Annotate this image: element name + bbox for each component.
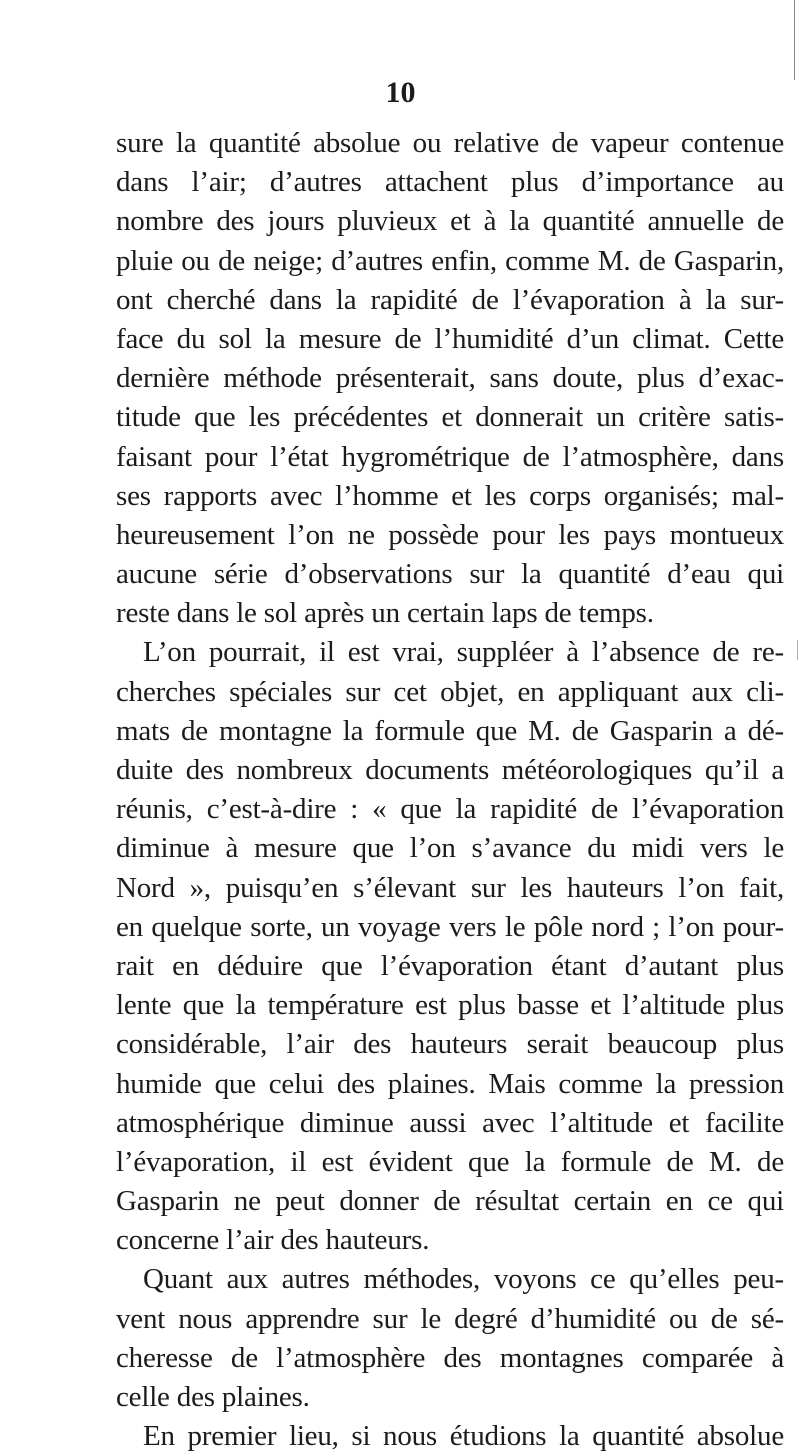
text-line: cherches spéciales sur cet objet, en appliquant aux cli- xyxy=(116,675,784,708)
text-line: ont cherché dans la rapidité de l’évaporation à la sur- xyxy=(116,283,784,316)
scan-edge-mark xyxy=(797,640,801,660)
text-line: celle des plaines. xyxy=(116,1381,310,1413)
text-line: atmosphérique diminue aussi avec l’altitude et facilite xyxy=(116,1106,784,1139)
text-line: ses rapports avec l’homme et les corps organisés; mal- xyxy=(116,479,784,512)
text-line: mats de montagne la formule que M. de Gasparin a dé- xyxy=(116,714,784,747)
text-line: faisant pour l’état hygrométrique de l’atmosphère, dans xyxy=(116,440,784,473)
paragraph-4 xyxy=(116,1417,784,1456)
scan-edge-mark xyxy=(794,0,801,80)
text-line: concerne l’air des hauteurs. xyxy=(116,1224,430,1257)
paragraph-1 xyxy=(116,124,784,633)
text-line: Quant aux autres méthodes, voyons ce qu’elles peu- xyxy=(143,1263,784,1296)
text-line: pluie ou de neige; d’autres enfin, comme M. de Gasparin, xyxy=(116,244,784,277)
text-line: rait en déduire que l’évaporation étant d’autant plus xyxy=(116,949,784,982)
text-line: considérable, l’air des hauteurs serait beaucoup plus xyxy=(116,1028,784,1061)
text-line: Gasparin ne peut donner de résultat certain en ce qui xyxy=(116,1185,784,1218)
text-line: diminue à mesure que l’on s’avance du midi vers le xyxy=(116,832,784,865)
text-line: lente que la température est plus basse et l’altitude plus xyxy=(116,989,784,1022)
text-line: humide que celui des plaines. Mais comme la pression xyxy=(116,1067,784,1100)
text-line: En premier lieu, si nous étudions la quantité absolue xyxy=(143,1420,784,1453)
text-line: nombre des jours pluvieux et à la quantité annuelle de xyxy=(116,205,784,238)
text-line: cheresse de l’atmosphère des montagnes comparée à xyxy=(116,1341,784,1374)
paragraph-2 xyxy=(116,633,784,1260)
text-line: L’on pourrait, il est vrai, suppléer à l’absence de re- xyxy=(143,636,784,669)
text-line: reste dans le sol après un certain laps de temps. xyxy=(116,597,654,630)
text-line: vent nous apprendre sur le degré d’humidité ou de sé- xyxy=(116,1302,784,1335)
paragraph-3 xyxy=(116,1260,784,1417)
text-line: l’évaporation, il est évident que la formule de M. de xyxy=(116,1145,784,1178)
text-line: heureusement l’on ne possède pour les pays montueux xyxy=(116,518,784,551)
text-line: Nord », puisqu’en s’élevant sur les hauteurs l’on fait, xyxy=(116,871,784,904)
text-line: aucune série d’observations sur la quantité d’eau qui xyxy=(116,558,784,591)
text-line: titude que les précédentes et donnerait un critère satis- xyxy=(116,401,784,434)
body-text xyxy=(116,124,784,1456)
text-line: dernière méthode présenterait, sans doute, plus d’exac- xyxy=(116,362,784,395)
text-line: face du sol la mesure de l’humidité d’un climat. Cette xyxy=(116,322,784,355)
text-line: duite des nombreux documents météorologiques qu’il a xyxy=(116,754,784,786)
text-line: en quelque sorte, un voyage vers le pôle nord ; l’on pour- xyxy=(116,910,784,943)
text-line: dans l’air; d’autres attachent plus d’importance au xyxy=(116,166,784,199)
page-number: 10 xyxy=(385,76,416,109)
text-line: réunis, c’est-à-dire : « que la rapidité de l’évaporation xyxy=(116,793,784,826)
text-line: sure la quantité absolue ou relative de vapeur contenue xyxy=(116,127,784,159)
